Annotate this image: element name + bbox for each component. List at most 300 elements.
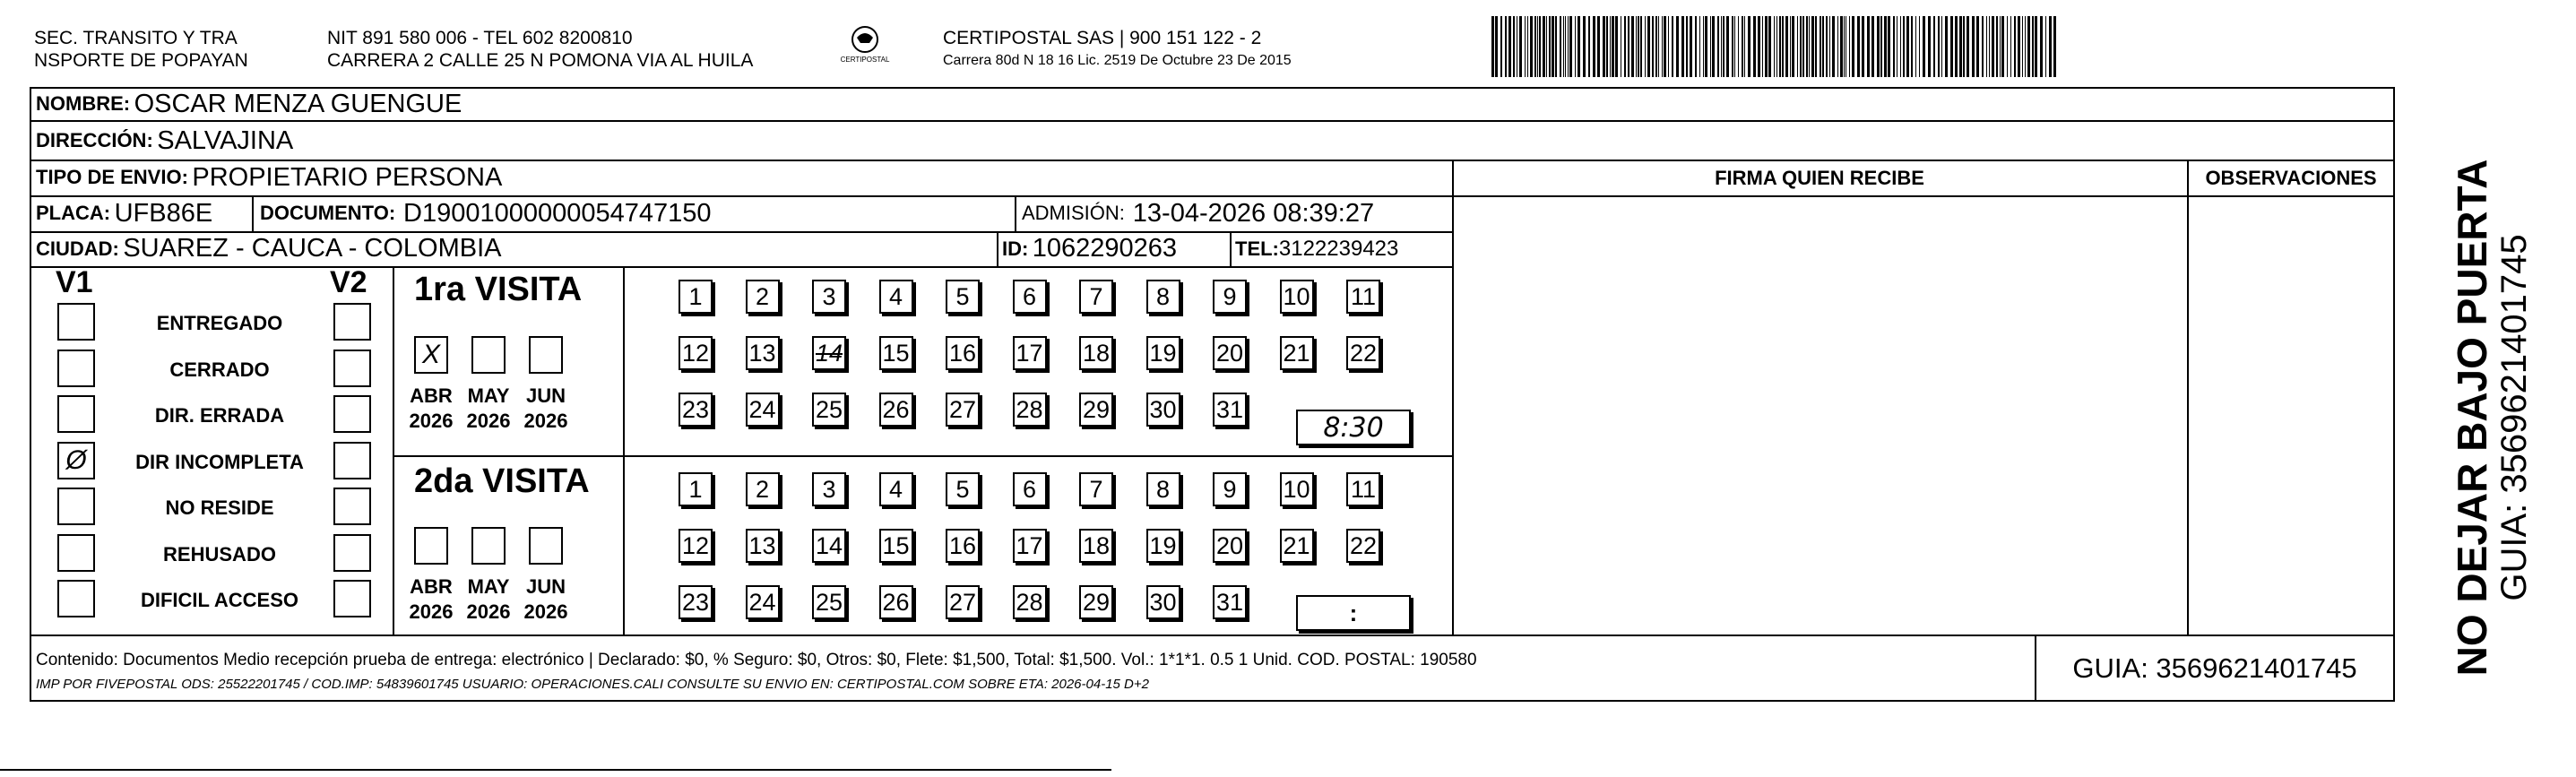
day-box-20[interactable]: 20 xyxy=(1213,529,1247,563)
barcode-bar xyxy=(1982,16,1984,77)
license-line: Carrera 80d N 18 16 Lic. 2519 De Octubre 23 De 2015 xyxy=(943,53,1292,68)
documento-value: D19001000000054747150 xyxy=(403,198,712,228)
tel-cell xyxy=(1235,231,1398,266)
month-checkbox[interactable] xyxy=(529,527,563,565)
barcode-bar xyxy=(1776,16,1777,77)
id-cell xyxy=(1002,231,1177,266)
day-box-27[interactable]: 27 xyxy=(946,393,980,427)
documento-label: DOCUMENTO: xyxy=(260,202,396,224)
barcode-bar xyxy=(1610,16,1611,77)
barcode-bar xyxy=(1703,16,1704,77)
barcode-bar xyxy=(1652,16,1654,77)
day-box-17[interactable]: 17 xyxy=(1013,336,1047,370)
barcode-bar xyxy=(1491,16,1494,77)
barcode-bar xyxy=(1505,16,1507,77)
admision-value: 13-04-2026 08:39:27 xyxy=(1132,198,1375,228)
status-label: DIR INCOMPLETA xyxy=(135,450,304,473)
barcode-bar xyxy=(1712,16,1715,77)
certipostal-logo xyxy=(834,23,896,66)
day-box-11[interactable]: 11 xyxy=(1346,280,1380,314)
barcode-bar xyxy=(1857,16,1860,77)
v1-checkbox[interactable] xyxy=(57,395,95,433)
barcode-bar xyxy=(1645,16,1646,77)
barcode-bar xyxy=(1638,16,1639,77)
guia-box: GUIA: 3569621401745 xyxy=(2072,652,2357,684)
v1-checkbox[interactable] xyxy=(57,488,95,525)
barcode-bar xyxy=(2022,16,2023,77)
placa-label: PLACA: xyxy=(36,202,111,224)
barcode-bar xyxy=(1815,16,1817,77)
barcode-bar xyxy=(1748,16,1750,77)
day-box-6[interactable]: 6 xyxy=(1013,472,1047,506)
barcode-bar xyxy=(1844,16,1845,77)
barcode-bar xyxy=(1726,16,1729,77)
barcode-bar xyxy=(1782,16,1784,77)
tipo-label: TIPO DE ENVIO: xyxy=(36,166,188,188)
v2-label: V2 xyxy=(330,265,367,299)
barcode-bar xyxy=(1534,16,1536,77)
barcode-bar xyxy=(1662,16,1663,77)
day-box-5[interactable]: 5 xyxy=(946,280,980,314)
barcode-bar xyxy=(1862,16,1864,77)
day-box-30[interactable]: 30 xyxy=(1146,393,1180,427)
barcode-bar xyxy=(1723,16,1725,77)
barcode-bar xyxy=(1738,16,1739,77)
nombre-row xyxy=(36,88,462,120)
barcode-bar xyxy=(1792,16,1794,77)
day-box-23[interactable]: 23 xyxy=(679,393,713,427)
barcode-bar xyxy=(1928,16,1931,77)
day-box-31[interactable]: 31 xyxy=(1213,393,1247,427)
day-box-16[interactable]: 16 xyxy=(946,529,980,563)
day-box-27[interactable]: 27 xyxy=(946,585,980,619)
sender-line-1: SEC. TRANSITO Y TRA xyxy=(34,28,238,48)
barcode-bar xyxy=(1768,16,1771,77)
barcode-bar xyxy=(1734,16,1735,77)
bottom-cut-line xyxy=(0,769,1111,771)
barcode-bar xyxy=(1606,16,1608,77)
month-label: MAY xyxy=(467,575,510,598)
barcode-bar xyxy=(1721,16,1722,77)
barcode-bar xyxy=(1565,16,1566,77)
barcode-bar xyxy=(1900,16,1901,77)
day-box-10[interactable]: 10 xyxy=(1280,280,1314,314)
address-line: CARRERA 2 CALLE 25 N POMONA VIA AL HUILA xyxy=(327,50,754,71)
day-box-25[interactable]: 25 xyxy=(812,585,846,619)
visit2-title: 2da VISITA xyxy=(414,462,590,500)
barcode-bar xyxy=(1919,16,1920,77)
barcode-bar xyxy=(1664,16,1666,77)
no-dejar-text: NO DEJAR BAJO PUERTA xyxy=(2449,159,2495,677)
barcode-bar xyxy=(1967,16,1969,77)
barcode-bar xyxy=(1945,16,1948,77)
barcode-bar xyxy=(1941,16,1942,77)
barcode-bar xyxy=(1588,16,1590,77)
barcode-bar xyxy=(1871,16,1874,77)
v2-checkbox[interactable] xyxy=(333,488,371,525)
barcode-bar xyxy=(1717,16,1719,77)
day-box-10[interactable]: 10 xyxy=(1280,472,1314,506)
day-box-25[interactable]: 25 xyxy=(812,393,846,427)
day-box-20[interactable]: 20 xyxy=(1213,336,1247,370)
barcode-bar xyxy=(1996,16,1998,77)
barcode-bar xyxy=(1603,16,1605,77)
documento-cell xyxy=(260,195,712,231)
status-label: DIFICIL ACCESO xyxy=(140,589,298,611)
barcode-bar xyxy=(1923,16,1925,77)
barcode-bar xyxy=(2045,16,2046,77)
v1-checkbox[interactable] xyxy=(57,303,95,341)
barcode-bar xyxy=(1569,16,1572,77)
barcode-bar xyxy=(1774,16,1775,77)
barcode-bar xyxy=(1681,16,1684,77)
year-label: 2026 xyxy=(466,410,511,432)
day-box-9[interactable]: 9 xyxy=(1213,472,1247,506)
barcode-bar xyxy=(2018,16,2020,77)
month-checkbox[interactable] xyxy=(471,336,506,374)
barcode-bar xyxy=(1893,16,1895,77)
barcode-bar xyxy=(1911,16,1913,77)
placa-value: UFB86E xyxy=(114,198,213,228)
day-box-7[interactable]: 7 xyxy=(1079,280,1113,314)
day-box-11[interactable]: 11 xyxy=(1346,472,1380,506)
barcode-bar xyxy=(1513,16,1515,77)
barcode-bar xyxy=(1903,16,1905,77)
barcode-bar xyxy=(1612,16,1614,77)
day-box-26[interactable]: 26 xyxy=(879,393,913,427)
barcode-bar xyxy=(2040,16,2043,77)
barcode-bar xyxy=(1563,16,1564,77)
barcode-bar xyxy=(1765,16,1768,77)
visit2-time[interactable]: : xyxy=(1296,595,1411,631)
year-label: 2026 xyxy=(409,410,454,432)
barcode-bar xyxy=(1829,16,1830,77)
barcode-bar xyxy=(1972,16,1975,77)
barcode-bar xyxy=(1658,16,1659,77)
month-checkbox[interactable] xyxy=(471,527,506,565)
imp-text: IMP POR FIVEPOSTAL ODS: 25522201745 / COD.IMP: 54839601745 USUARIO: OPERACIONES.CALI CONSULTE SU ENVIO EN: CERTIPOSTAL.COM SOBRE ETA: 2026-04-15 D+2 xyxy=(36,677,1149,692)
day-box-12[interactable]: 12 xyxy=(679,336,713,370)
status-label: REHUSADO xyxy=(163,542,276,565)
direccion-label: DIRECCIÓN: xyxy=(36,129,153,151)
barcode-bar xyxy=(1877,16,1880,77)
barcode-bar xyxy=(1986,16,1987,77)
barcode-bar xyxy=(1797,16,1798,77)
barcode-bar xyxy=(1933,16,1935,77)
barcode-bar xyxy=(1560,16,1561,77)
side-vertical-text xyxy=(2402,87,2572,702)
barcode-bar xyxy=(1631,16,1634,77)
year-label: 2026 xyxy=(409,600,454,623)
day-box-15[interactable]: 15 xyxy=(879,336,913,370)
barcode-bar xyxy=(1963,16,1965,77)
tipo-value: PROPIETARIO PERSONA xyxy=(192,162,503,192)
day-box-14[interactable]: 14 xyxy=(812,529,846,563)
barcode-bar xyxy=(1555,16,1557,77)
day-box-16[interactable]: 16 xyxy=(946,336,980,370)
month-label: JUN xyxy=(525,575,566,598)
day-box-21[interactable]: 21 xyxy=(1280,336,1314,370)
barcode-bar xyxy=(2025,16,2026,77)
barcode-bar xyxy=(1753,16,1756,77)
v1-checkbox[interactable]: Ø xyxy=(57,442,95,479)
day-box-15[interactable]: 15 xyxy=(879,529,913,563)
v2-checkbox[interactable] xyxy=(333,442,371,479)
placa-row xyxy=(36,195,212,231)
barcode-bar xyxy=(1822,16,1824,77)
day-box-19[interactable]: 19 xyxy=(1146,529,1180,563)
barcode-bar xyxy=(2032,16,2034,77)
month-checkbox[interactable] xyxy=(414,527,448,565)
barcode-bar xyxy=(1695,16,1697,77)
logo-text: CERTIPOSTAL xyxy=(840,56,890,64)
day-box-14[interactable]: 14 xyxy=(812,336,846,370)
barcode-bar xyxy=(1779,16,1781,77)
barcode-bar xyxy=(1762,16,1763,77)
v1-label: V1 xyxy=(56,265,93,299)
day-box-30[interactable]: 30 xyxy=(1146,585,1180,619)
barcode-bar xyxy=(1546,16,1547,77)
day-box-2[interactable]: 2 xyxy=(746,472,780,506)
barcode-bar xyxy=(2000,16,2001,77)
id-value: 1062290263 xyxy=(1032,234,1178,263)
day-box-6[interactable]: 6 xyxy=(1013,280,1047,314)
firma-header: FIRMA QUIEN RECIBE xyxy=(1715,167,1924,189)
barcode-bar xyxy=(1832,16,1835,77)
barcode-bar xyxy=(1593,16,1595,77)
v1-checkbox[interactable] xyxy=(57,580,95,617)
barcode-bar xyxy=(1508,16,1511,77)
barcode-bar xyxy=(1785,16,1788,77)
v2-checkbox[interactable] xyxy=(333,350,371,387)
barcode-bar xyxy=(1976,16,1979,77)
barcode-bar xyxy=(1549,16,1551,77)
barcode-bar xyxy=(1820,16,1821,77)
day-box-31[interactable]: 31 xyxy=(1213,585,1247,619)
barcode-bar xyxy=(1519,16,1522,77)
barcode-bar xyxy=(1884,16,1887,77)
barcode-bar xyxy=(1826,16,1828,77)
barcode-bar xyxy=(1742,16,1743,77)
tel-value: 3122239423 xyxy=(1278,236,1399,261)
side-guia-text: GUIA: 3569621401745 xyxy=(2494,234,2534,601)
barcode-bar xyxy=(1989,16,1990,77)
observaciones-area[interactable] xyxy=(2189,197,2393,633)
barcode-bar xyxy=(1525,16,1526,77)
day-box-22[interactable]: 22 xyxy=(1346,336,1380,370)
barcode-bar xyxy=(2014,16,2016,77)
day-box-8[interactable]: 8 xyxy=(1146,280,1180,314)
barcode-bar xyxy=(1640,16,1642,77)
barcode-bar xyxy=(1849,16,1850,77)
barcode-bar xyxy=(1758,16,1760,77)
v2-checkbox[interactable] xyxy=(333,303,371,341)
month-checkbox[interactable]: X xyxy=(414,336,448,374)
barcode-bar xyxy=(1906,16,1909,77)
v1-checkbox[interactable] xyxy=(57,534,95,572)
barcode-bar xyxy=(1959,16,1962,77)
barcode-bar xyxy=(1552,16,1554,77)
barcode-bar xyxy=(1732,16,1733,77)
barcode-bar xyxy=(1867,16,1870,77)
barcode-bar xyxy=(1950,16,1953,77)
barcode-bar xyxy=(1705,16,1707,77)
barcode-bar xyxy=(2010,16,2011,77)
barcode-bar xyxy=(1840,16,1843,77)
day-box-2[interactable]: 2 xyxy=(746,280,780,314)
direccion-value: SALVAJINA xyxy=(157,125,294,155)
barcode-bar xyxy=(1636,16,1637,77)
status-label: DIR. ERRADA xyxy=(154,404,285,427)
visit1-title: 1ra VISITA xyxy=(414,271,583,308)
nit-line: NIT 891 580 006 - TEL 602 8200810 xyxy=(327,28,633,48)
day-box-7[interactable]: 7 xyxy=(1079,472,1113,506)
month-label: JUN xyxy=(525,384,566,407)
day-box-21[interactable]: 21 xyxy=(1280,529,1314,563)
barcode-bar xyxy=(1802,16,1804,77)
nombre-label: NOMBRE: xyxy=(36,92,131,115)
month-label: ABR xyxy=(410,575,453,598)
day-box-23[interactable]: 23 xyxy=(679,585,713,619)
day-box-1[interactable]: 1 xyxy=(679,472,713,506)
v2-checkbox[interactable] xyxy=(333,580,371,617)
barcode xyxy=(1488,16,2214,79)
nombre-value: OSCAR MENZA GUENGUE xyxy=(134,89,462,118)
barcode-bar xyxy=(1568,16,1569,77)
month-checkbox[interactable] xyxy=(529,336,563,374)
status-label: ENTREGADO xyxy=(156,312,283,334)
barcode-bar xyxy=(1530,16,1533,77)
day-box-19[interactable]: 19 xyxy=(1146,336,1180,370)
day-box-29[interactable]: 29 xyxy=(1079,393,1113,427)
barcode-bar xyxy=(1500,16,1502,77)
ciudad-label: CIUDAD: xyxy=(36,237,119,260)
barcode-bar xyxy=(1800,16,1802,77)
visit1-time[interactable]: 8:30 xyxy=(1296,410,1411,445)
status-label: NO RESIDE xyxy=(165,496,274,519)
day-box-8[interactable]: 8 xyxy=(1146,472,1180,506)
barcode-bar xyxy=(1790,16,1791,77)
day-box-24[interactable]: 24 xyxy=(746,393,780,427)
barcode-bar xyxy=(1811,16,1814,77)
day-box-4[interactable]: 4 xyxy=(879,472,913,506)
firma-area[interactable] xyxy=(1454,197,2185,633)
barcode-bar xyxy=(1710,16,1711,77)
barcode-bar xyxy=(2027,16,2030,77)
barcode-bar xyxy=(2001,16,2004,77)
day-box-13[interactable]: 13 xyxy=(746,336,780,370)
tipo-row xyxy=(36,160,502,195)
barcode-bar xyxy=(1690,16,1692,77)
barcode-bar xyxy=(1578,16,1580,77)
admision-label: ADMISIÓN: xyxy=(1022,202,1125,224)
barcode-bar xyxy=(1852,16,1854,77)
day-box-3[interactable]: 3 xyxy=(812,472,846,506)
day-box-29[interactable]: 29 xyxy=(1079,585,1113,619)
barcode-bar xyxy=(1699,16,1700,77)
barcode-bar xyxy=(1938,16,1940,77)
year-label: 2026 xyxy=(523,600,568,623)
barcode-bar xyxy=(1495,16,1498,77)
barcode-bar xyxy=(1655,16,1657,77)
barcode-bar xyxy=(1647,16,1650,77)
barcode-bar xyxy=(1992,16,1994,77)
barcode-bar xyxy=(1583,16,1586,77)
v2-checkbox[interactable] xyxy=(333,534,371,572)
year-label: 2026 xyxy=(466,600,511,623)
day-box-4[interactable]: 4 xyxy=(879,280,913,314)
v1-checkbox[interactable] xyxy=(57,350,95,387)
barcode-bar xyxy=(1527,16,1528,77)
day-box-28[interactable]: 28 xyxy=(1013,585,1047,619)
admision-cell xyxy=(1022,195,1374,231)
barcode-bar xyxy=(1686,16,1688,77)
barcode-bar xyxy=(1615,16,1618,77)
barcode-bar xyxy=(2007,16,2008,77)
barcode-bar xyxy=(1668,16,1669,77)
barcode-bar xyxy=(2049,16,2052,77)
day-box-26[interactable]: 26 xyxy=(879,585,913,619)
barcode-bar xyxy=(1806,16,1808,77)
barcode-bar xyxy=(1543,16,1545,77)
barcode-bar xyxy=(1539,16,1541,77)
barcode-bar xyxy=(1915,16,1916,77)
barcode-bar xyxy=(1888,16,1890,77)
day-box-28[interactable]: 28 xyxy=(1013,393,1047,427)
day-box-22[interactable]: 22 xyxy=(1346,529,1380,563)
observaciones-header: OBSERVACIONES xyxy=(2205,167,2377,189)
day-box-1[interactable]: 1 xyxy=(679,280,713,314)
day-box-9[interactable]: 9 xyxy=(1213,280,1247,314)
barcode-bar xyxy=(1537,16,1538,77)
v2-checkbox[interactable] xyxy=(333,395,371,433)
month-label: MAY xyxy=(467,384,510,407)
day-box-12[interactable]: 12 xyxy=(679,529,713,563)
direccion-row xyxy=(36,122,293,160)
barcode-bar xyxy=(1672,16,1673,77)
month-label: ABR xyxy=(410,384,453,407)
contenido-text: Contenido: Documentos Medio recepción prueba de entrega: electrónico | Declarado: $0, % Seguro: $0, Otros: $0, Flete: $1,500, Total: $1,500. Vol.: 1*1*1. 0.5 1 Unid. COD. POSTAL: 190580 xyxy=(36,651,1477,669)
day-box-3[interactable]: 3 xyxy=(812,280,846,314)
barcode-bar xyxy=(1744,16,1745,77)
day-box-24[interactable]: 24 xyxy=(746,585,780,619)
company-line: CERTIPOSTAL SAS | 900 151 122 - 2 xyxy=(943,28,1262,48)
day-box-18[interactable]: 18 xyxy=(1079,529,1113,563)
barcode-bar xyxy=(1575,16,1576,77)
barcode-bar xyxy=(1809,16,1810,77)
day-box-18[interactable]: 18 xyxy=(1079,336,1113,370)
barcode-bar xyxy=(1624,16,1626,77)
barcode-bar xyxy=(1628,16,1629,77)
day-box-5[interactable]: 5 xyxy=(946,472,980,506)
barcode-bar xyxy=(1880,16,1882,77)
status-label: CERRADO xyxy=(169,358,270,381)
sender-line-2: NSPORTE DE POPAYAN xyxy=(34,50,248,71)
day-box-13[interactable]: 13 xyxy=(746,529,780,563)
barcode-bar xyxy=(1955,16,1958,77)
barcode-bar xyxy=(1676,16,1679,77)
barcode-bar xyxy=(1837,16,1838,77)
tel-label: TEL: xyxy=(1235,237,1279,260)
year-label: 2026 xyxy=(523,410,568,432)
id-label: ID: xyxy=(1002,237,1029,260)
barcode-bar xyxy=(2035,16,2037,77)
barcode-bar xyxy=(2053,16,2056,77)
day-box-17[interactable]: 17 xyxy=(1013,529,1047,563)
ciudad-value: SUAREZ - CAUCA - COLOMBIA xyxy=(123,234,502,263)
ciudad-row xyxy=(36,231,502,266)
barcode-bar xyxy=(1597,16,1600,77)
